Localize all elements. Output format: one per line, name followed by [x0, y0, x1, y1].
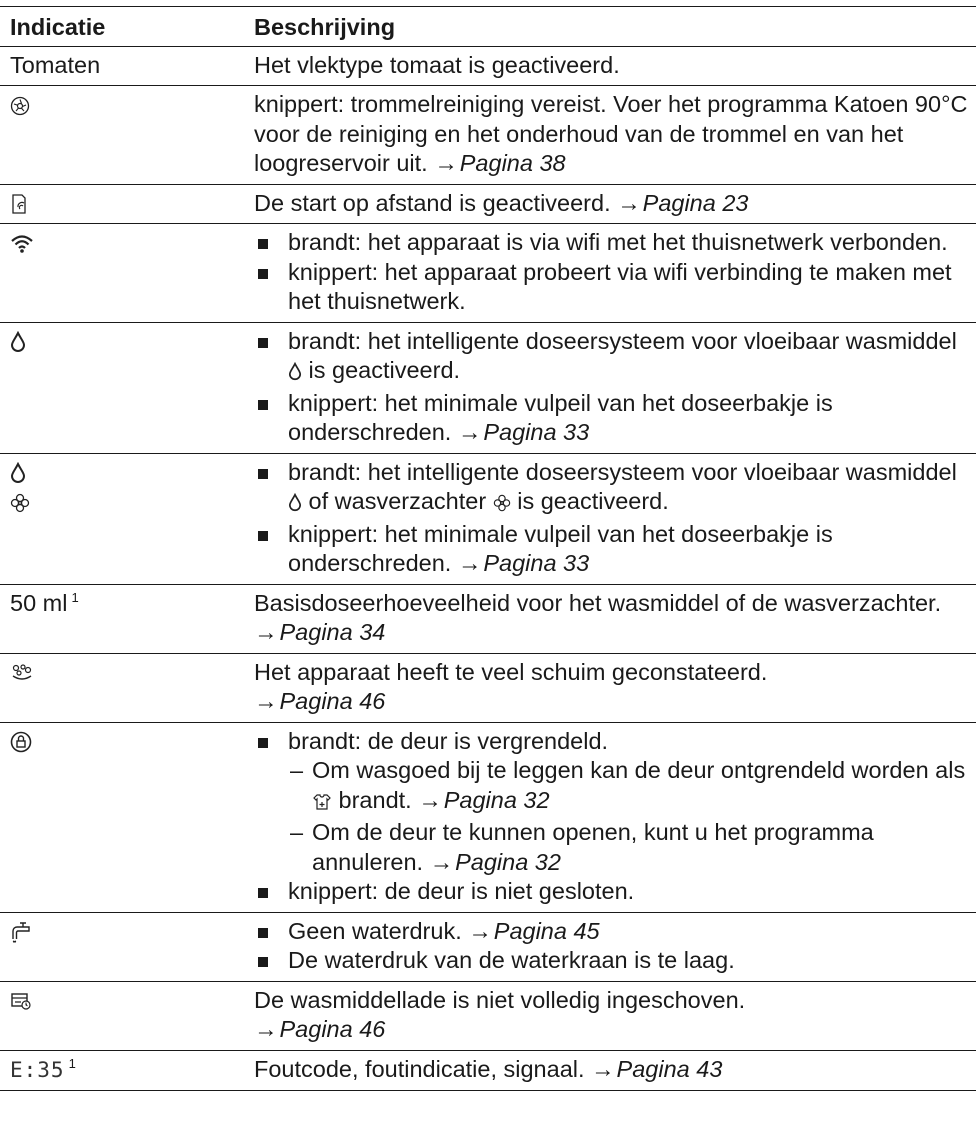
list-item: Geen waterdruk. →Pagina 45: [254, 917, 972, 947]
flower-icon: [10, 493, 30, 513]
indicator-cell: [0, 722, 244, 912]
table-row: [0, 184, 976, 224]
list-item: knippert: de deur is niet gesloten.: [254, 877, 972, 907]
description-cell: [244, 722, 976, 912]
table-row: [0, 322, 976, 453]
indicator-cell: [0, 322, 244, 453]
table-row: [0, 722, 976, 912]
indicator-cell: 50 ml $^1$: [10, 589, 79, 616]
drum-clean-icon: [10, 96, 30, 116]
description-cell: [244, 912, 976, 981]
page-link[interactable]: Pagina 46: [279, 688, 386, 714]
page-link[interactable]: Pagina 34: [279, 619, 386, 645]
drop-icon: [10, 331, 26, 353]
page-link[interactable]: Pagina 32: [455, 848, 561, 875]
page-link[interactable]: Pagina 45: [493, 917, 600, 944]
door-lock-icon: [10, 731, 32, 753]
table-header-row: [0, 7, 976, 47]
indicator-cell: [0, 1050, 244, 1091]
list-item: De waterdruk van de waterkraan is te laag.: [254, 946, 972, 976]
indicator-cell: [0, 224, 244, 323]
page-link[interactable]: Pagina 38: [459, 150, 566, 176]
table-row: [0, 912, 976, 981]
footnote-marker: 1: [68, 1055, 76, 1071]
page-link[interactable]: Pagina 43: [616, 1055, 723, 1082]
table-row: [0, 584, 976, 653]
table-row: [0, 46, 976, 86]
page-link[interactable]: Pagina 23: [642, 189, 749, 216]
header-beschrijving: Beschrijving: [254, 14, 396, 40]
list-item: knippert: het minimale vulpeil van het doseerbakje is onderschreden. →Pagina 33: [254, 520, 972, 579]
list-item: – Om de deur te kunnen openen, kunt u het programma annuleren. →Pagina 32: [288, 818, 972, 877]
description-cell: [244, 322, 976, 453]
water-tap-icon: [10, 921, 32, 943]
table-row: [0, 86, 976, 185]
indicator-cell: [0, 981, 244, 1050]
description-cell: Het vlektype tomaat is geactiveerd.: [254, 51, 620, 78]
flower-icon: [493, 490, 511, 520]
drop-icon: [10, 462, 26, 484]
page-link[interactable]: Pagina 33: [483, 419, 590, 445]
description-cell: Het apparaat heeft te veel schuim geconstateerd. →Pagina 46: [254, 658, 768, 714]
footnote-marker: 1: [71, 589, 79, 605]
description-cell: De wasmiddellade is niet volledig ingeschoven. →Pagina 46: [254, 986, 746, 1042]
list-item: – Om wasgoed bij te leggen kan de deur ontgrendeld worden als brandt. →Pagina 32: [288, 756, 972, 818]
description-cell: knippert: trommelreiniging vereist. Voer het programma Katoen 90°C voor de reiniging en het onderhoud van de trommel en van het loogreservoir uit. →Pagina 38: [254, 91, 968, 176]
page-link[interactable]: Pagina 33: [483, 550, 590, 576]
list-item: brandt: het intelligente doseersysteem voor vloeibaar wasmiddel of wasverzachter is geactiveerd.: [254, 458, 972, 520]
list-item: brandt: het intelligente doseersysteem voor vloeibaar wasmiddel is geactiveerd.: [254, 327, 972, 389]
wifi-icon: [10, 234, 34, 254]
error-code-display: E:35: [10, 1057, 65, 1082]
indicator-cell: [0, 184, 244, 224]
detergent-drawer-icon: [10, 991, 32, 1011]
header-indicatie: Indicatie: [10, 14, 106, 40]
table-row: [0, 453, 976, 584]
page-link[interactable]: Pagina 32: [443, 786, 550, 813]
list-item: knippert: het apparaat probeert via wifi verbinding te maken met het thuisnetwerk.: [254, 258, 972, 317]
laundry-add-icon: [312, 789, 332, 819]
indicator-table: [0, 6, 976, 1091]
page-link[interactable]: Pagina 46: [279, 1016, 386, 1042]
description-cell: Basisdoseerhoeveelheid voor het wasmiddel of de wasverzachter. →Pagina 34: [254, 589, 942, 645]
foam-icon: [10, 663, 34, 683]
indicator-cell: [0, 86, 244, 185]
table-row: [0, 1050, 976, 1091]
indicator-cell: [0, 653, 244, 722]
remote-start-icon: [10, 193, 30, 215]
description-cell: Foutcode, foutindicatie, signaal. →Pagina 43: [254, 1055, 723, 1082]
list-item: brandt: de deur is vergrendeld. – Om wasgoed bij te leggen kan de deur ontgrendeld worden als brandt. →Pagina 32 – Om de deur te kunnen openen, kunt u het programma annuleren. →Pagina 32: [254, 727, 972, 878]
description-cell: [244, 453, 976, 584]
table-row: [0, 653, 976, 722]
table-row: [0, 224, 976, 323]
list-item: brandt: het apparaat is via wifi met het thuisnetwerk verbonden.: [254, 228, 972, 258]
indicator-cell: [0, 912, 244, 981]
description-cell: [244, 224, 976, 323]
description-cell: De start op afstand is geactiveerd. →Pagina 23: [254, 189, 749, 216]
drop-icon: [288, 490, 302, 520]
drop-icon: [288, 359, 302, 389]
table-row: [0, 981, 976, 1050]
indicator-cell: [0, 453, 244, 584]
list-item: knippert: het minimale vulpeil van het doseerbakje is onderschreden. →Pagina 33: [254, 389, 972, 448]
indicator-cell: Tomaten: [10, 51, 101, 78]
